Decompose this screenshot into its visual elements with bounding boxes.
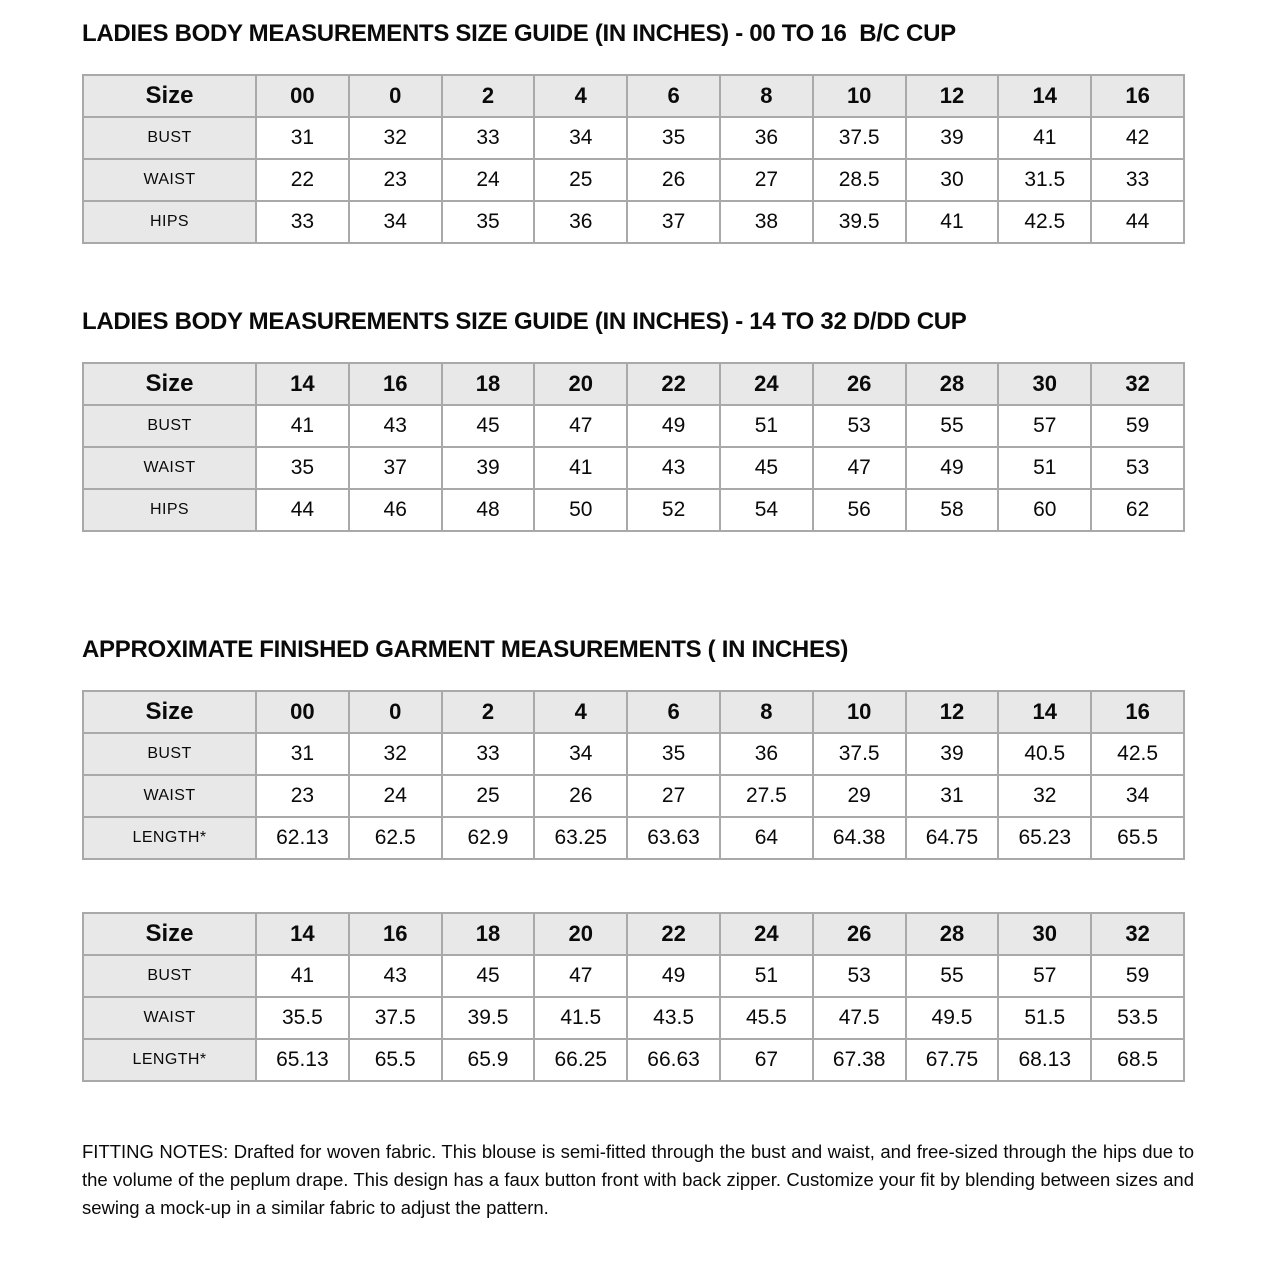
- size-column-header: 32: [1091, 363, 1184, 405]
- measurement-value: 56: [813, 489, 906, 531]
- size-header-label: Size: [83, 75, 256, 117]
- measurement-value: 63.63: [627, 817, 720, 859]
- size-column-header: 00: [256, 691, 349, 733]
- row-label: HIPS: [83, 201, 256, 243]
- measurement-value: 65.13: [256, 1039, 349, 1081]
- measurement-value: 41: [998, 117, 1091, 159]
- measurement-value: 33: [442, 117, 535, 159]
- measurement-value: 65.5: [1091, 817, 1184, 859]
- table-row: [83, 447, 1184, 489]
- row-label: WAIST: [83, 775, 256, 817]
- measurement-value: 39: [906, 733, 999, 775]
- measurement-value: 28.5: [813, 159, 906, 201]
- measurement-value: 57: [998, 955, 1091, 997]
- measurement-value: 35: [442, 201, 535, 243]
- measurement-value: 27: [627, 775, 720, 817]
- table-row: [83, 1039, 1184, 1081]
- table-row: [83, 775, 1184, 817]
- size-guide-document: [82, 0, 1194, 1273]
- measurement-value: 36: [534, 201, 627, 243]
- size-column-header: 32: [1091, 913, 1184, 955]
- row-label: LENGTH*: [83, 1039, 256, 1081]
- size-column-header: 16: [349, 913, 442, 955]
- size-column-header: 26: [813, 363, 906, 405]
- measurement-value: 58: [906, 489, 999, 531]
- measurement-value: 45: [720, 447, 813, 489]
- size-column-header: 12: [906, 75, 999, 117]
- measurement-value: 37: [349, 447, 442, 489]
- size-column-header: 8: [720, 691, 813, 733]
- measurement-value: 65.9: [442, 1039, 535, 1081]
- measurement-value: 24: [442, 159, 535, 201]
- measurement-value: 55: [906, 405, 999, 447]
- measurement-value: 64.38: [813, 817, 906, 859]
- table-row: [83, 955, 1184, 997]
- measurement-value: 30: [906, 159, 999, 201]
- measurement-value: 51.5: [998, 997, 1091, 1039]
- measurement-table: [82, 74, 1185, 244]
- size-guide-section: [82, 308, 1185, 532]
- size-column-header: 12: [906, 691, 999, 733]
- size-column-header: 14: [256, 913, 349, 955]
- measurement-value: 50: [534, 489, 627, 531]
- measurement-value: 51: [998, 447, 1091, 489]
- measurement-value: 66.25: [534, 1039, 627, 1081]
- size-column-header: 6: [627, 75, 720, 117]
- sections-container: [82, 20, 1185, 1082]
- measurement-value: 34: [534, 117, 627, 159]
- measurement-value: 32: [998, 775, 1091, 817]
- measurement-value: 24: [349, 775, 442, 817]
- measurement-value: 64.75: [906, 817, 999, 859]
- table-row: [83, 405, 1184, 447]
- measurement-value: 41: [256, 405, 349, 447]
- size-column-header: 18: [442, 913, 535, 955]
- measurement-value: 36: [720, 733, 813, 775]
- measurement-value: 31: [256, 117, 349, 159]
- measurement-value: 34: [1091, 775, 1184, 817]
- measurement-value: 39: [906, 117, 999, 159]
- size-header-label: Size: [83, 691, 256, 733]
- table-row: [83, 159, 1184, 201]
- size-column-header: 4: [534, 691, 627, 733]
- measurement-value: 67.75: [906, 1039, 999, 1081]
- table-header-row: [83, 363, 1184, 405]
- size-column-header: 22: [627, 913, 720, 955]
- measurement-value: 39.5: [442, 997, 535, 1039]
- measurement-value: 65.5: [349, 1039, 442, 1081]
- size-column-header: 14: [998, 75, 1091, 117]
- measurement-value: 67.38: [813, 1039, 906, 1081]
- row-label: BUST: [83, 955, 256, 997]
- measurement-value: 26: [627, 159, 720, 201]
- size-column-header: 30: [998, 913, 1091, 955]
- measurement-value: 43.5: [627, 997, 720, 1039]
- measurement-value: 64: [720, 817, 813, 859]
- size-guide-section: [82, 636, 1185, 860]
- measurement-value: 29: [813, 775, 906, 817]
- size-column-header: 2: [442, 691, 535, 733]
- size-column-header: 18: [442, 363, 535, 405]
- measurement-value: 49: [906, 447, 999, 489]
- size-column-header: 10: [813, 75, 906, 117]
- row-label: LENGTH*: [83, 817, 256, 859]
- measurement-value: 43: [627, 447, 720, 489]
- measurement-value: 52: [627, 489, 720, 531]
- size-column-header: 16: [349, 363, 442, 405]
- measurement-value: 34: [349, 201, 442, 243]
- size-column-header: 00: [256, 75, 349, 117]
- measurement-value: 53: [813, 955, 906, 997]
- row-label: BUST: [83, 733, 256, 775]
- measurement-value: 37.5: [813, 733, 906, 775]
- size-column-header: 0: [349, 75, 442, 117]
- size-column-header: 10: [813, 691, 906, 733]
- measurement-value: 42.5: [1091, 733, 1184, 775]
- row-label: WAIST: [83, 997, 256, 1039]
- size-column-header: 24: [720, 363, 813, 405]
- measurement-value: 48: [442, 489, 535, 531]
- measurement-value: 39.5: [813, 201, 906, 243]
- measurement-value: 59: [1091, 955, 1184, 997]
- measurement-value: 62.13: [256, 817, 349, 859]
- table-row: [83, 997, 1184, 1039]
- measurement-value: 54: [720, 489, 813, 531]
- fitting-notes: FITTING NOTES: Drafted for woven fabric. This blouse is semi-fitted through the bust and waist, and free-sized through the hips due to the volume of the peplum drape. This design has a faux button front with back zipper. Customize your fit by blending between sizes and sewing a mock-up in a similar fabric to adjust the pattern.: [82, 1141, 1194, 1218]
- row-label: WAIST: [83, 447, 256, 489]
- size-column-header: 20: [534, 913, 627, 955]
- measurement-value: 45: [442, 405, 535, 447]
- table-row: [83, 489, 1184, 531]
- size-column-header: 26: [813, 913, 906, 955]
- size-column-header: 14: [998, 691, 1091, 733]
- measurement-value: 47: [534, 405, 627, 447]
- measurement-value: 44: [256, 489, 349, 531]
- measurement-value: 25: [442, 775, 535, 817]
- size-column-header: 4: [534, 75, 627, 117]
- measurement-value: 51: [720, 405, 813, 447]
- measurement-value: 34: [534, 733, 627, 775]
- measurement-value: 67: [720, 1039, 813, 1081]
- measurement-value: 35: [627, 733, 720, 775]
- measurement-value: 33: [1091, 159, 1184, 201]
- table-row: [83, 117, 1184, 159]
- measurement-value: 51: [720, 955, 813, 997]
- measurement-value: 33: [442, 733, 535, 775]
- measurement-value: 36: [720, 117, 813, 159]
- measurement-value: 53: [1091, 447, 1184, 489]
- section-title: LADIES BODY MEASUREMENTS SIZE GUIDE (IN INCHES) - 14 TO 32 D/DD CUP: [82, 308, 967, 335]
- section-title: APPROXIMATE FINISHED GARMENT MEASUREMENTS ( IN INCHES): [82, 636, 849, 663]
- measurement-value: 43: [349, 955, 442, 997]
- measurement-value: 66.63: [627, 1039, 720, 1081]
- measurement-value: 32: [349, 117, 442, 159]
- size-column-header: 28: [906, 913, 999, 955]
- measurement-table: [82, 690, 1185, 860]
- measurement-value: 37.5: [813, 117, 906, 159]
- measurement-value: 22: [256, 159, 349, 201]
- table-header-row: [83, 913, 1184, 955]
- measurement-value: 49: [627, 405, 720, 447]
- measurement-value: 35: [256, 447, 349, 489]
- table-header-row: [83, 691, 1184, 733]
- section-title: LADIES BODY MEASUREMENTS SIZE GUIDE (IN INCHES) - 00 TO 16 B/C CUP: [82, 20, 956, 47]
- measurement-value: 37.5: [349, 997, 442, 1039]
- size-header-label: Size: [83, 363, 256, 405]
- measurement-value: 27.5: [720, 775, 813, 817]
- measurement-value: 49: [627, 955, 720, 997]
- measurement-value: 47.5: [813, 997, 906, 1039]
- measurement-value: 47: [534, 955, 627, 997]
- measurement-value: 31: [906, 775, 999, 817]
- bottom-spacer: [82, 1221, 1185, 1273]
- size-column-header: 14: [256, 363, 349, 405]
- table-row: [83, 201, 1184, 243]
- size-column-header: 16: [1091, 75, 1184, 117]
- size-column-header: 28: [906, 363, 999, 405]
- measurement-value: 27: [720, 159, 813, 201]
- measurement-value: 40.5: [998, 733, 1091, 775]
- measurement-value: 26: [534, 775, 627, 817]
- table-row: [83, 733, 1184, 775]
- row-label: BUST: [83, 117, 256, 159]
- measurement-value: 53: [813, 405, 906, 447]
- measurement-value: 37: [627, 201, 720, 243]
- measurement-value: 55: [906, 955, 999, 997]
- measurement-value: 42.5: [998, 201, 1091, 243]
- measurement-value: 47: [813, 447, 906, 489]
- measurement-value: 41: [534, 447, 627, 489]
- measurement-value: 31.5: [998, 159, 1091, 201]
- measurement-value: 57: [998, 405, 1091, 447]
- row-label: BUST: [83, 405, 256, 447]
- measurement-table: [82, 912, 1185, 1082]
- measurement-value: 68.13: [998, 1039, 1091, 1081]
- size-column-header: 6: [627, 691, 720, 733]
- size-guide-section: [82, 20, 1185, 244]
- row-label: WAIST: [83, 159, 256, 201]
- measurement-value: 62.5: [349, 817, 442, 859]
- row-label: HIPS: [83, 489, 256, 531]
- measurement-value: 53.5: [1091, 997, 1184, 1039]
- measurement-value: 32: [349, 733, 442, 775]
- measurement-value: 25: [534, 159, 627, 201]
- measurement-value: 45: [442, 955, 535, 997]
- table-row: [83, 817, 1184, 859]
- measurement-table: [82, 362, 1185, 532]
- measurement-value: 33: [256, 201, 349, 243]
- size-column-header: 22: [627, 363, 720, 405]
- measurement-value: 39: [442, 447, 535, 489]
- size-column-header: 2: [442, 75, 535, 117]
- measurement-value: 41: [256, 955, 349, 997]
- measurement-value: 23: [256, 775, 349, 817]
- measurement-value: 43: [349, 405, 442, 447]
- measurement-value: 62: [1091, 489, 1184, 531]
- measurement-value: 42: [1091, 117, 1184, 159]
- table-header-row: [83, 75, 1184, 117]
- measurement-value: 45.5: [720, 997, 813, 1039]
- measurement-value: 41: [906, 201, 999, 243]
- size-column-header: 24: [720, 913, 813, 955]
- size-column-header: 0: [349, 691, 442, 733]
- measurement-value: 59: [1091, 405, 1184, 447]
- measurement-value: 62.9: [442, 817, 535, 859]
- size-column-header: 30: [998, 363, 1091, 405]
- size-column-header: 8: [720, 75, 813, 117]
- measurement-value: 63.25: [534, 817, 627, 859]
- size-column-header: 20: [534, 363, 627, 405]
- measurement-value: 35.5: [256, 997, 349, 1039]
- measurement-value: 31: [256, 733, 349, 775]
- size-column-header: 16: [1091, 691, 1184, 733]
- measurement-value: 44: [1091, 201, 1184, 243]
- measurement-value: 49.5: [906, 997, 999, 1039]
- measurement-value: 35: [627, 117, 720, 159]
- measurement-value: 68.5: [1091, 1039, 1184, 1081]
- measurement-value: 46: [349, 489, 442, 531]
- measurement-value: 65.23: [998, 817, 1091, 859]
- size-guide-section: [82, 912, 1185, 1082]
- size-header-label: Size: [83, 913, 256, 955]
- measurement-value: 38: [720, 201, 813, 243]
- measurement-value: 41.5: [534, 997, 627, 1039]
- measurement-value: 60: [998, 489, 1091, 531]
- measurement-value: 23: [349, 159, 442, 201]
